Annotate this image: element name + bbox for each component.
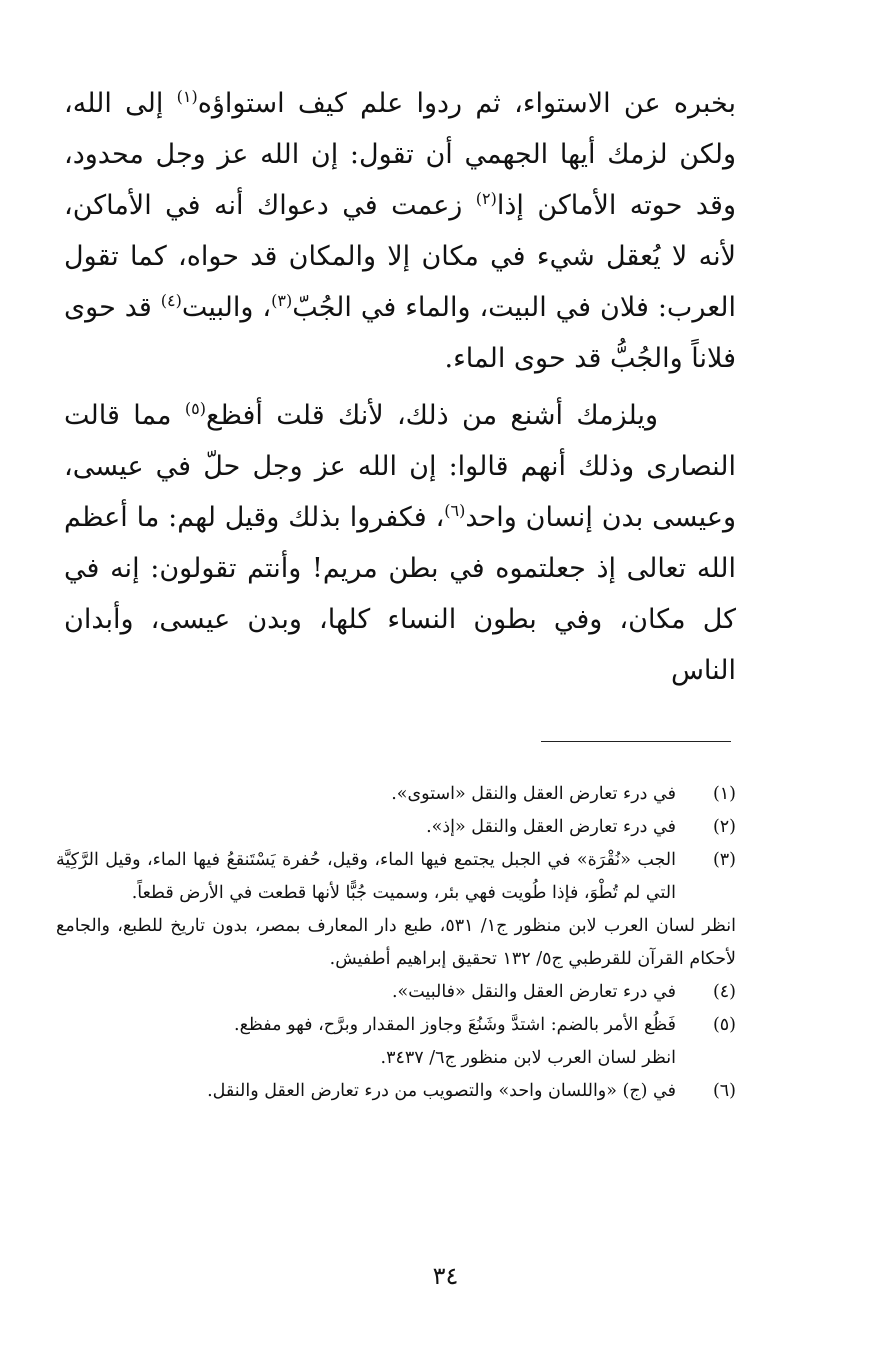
paragraph-1: [64, 78, 736, 384]
footnote-item: [56, 811, 736, 844]
footnote-ref[interactable]: (٣): [271, 291, 293, 310]
paragraph-2: [64, 390, 736, 696]
paragraph-text: بخبره عن الاستواء، ثم ردوا علم كيف استواؤه: [197, 88, 736, 119]
paragraph-text: مما قالت النصارى وذلك أنهم قالوا: إن الله عز وجل حلّ في عيسى، وعيسى بدن إنسان واحد: [64, 400, 736, 533]
footnote-text: الجب «نُقْرَة» في الجبل يجتمع فيها الماء، وقيل، حُفرة يَسْتَنقعُ فيها الماء، وقيل الرَّكِيَّة التي لم تُطْوَ، فإذا طُويت فهي بئر، وسميت جُبًّا لأنها قطعت في الأرض قطعاً.: [56, 850, 676, 903]
footnote-number: (٣): [712, 850, 736, 870]
paragraph-text: ويلزمك أشنع من ذلك، لأنك قلت أفظع: [205, 400, 658, 431]
footnote-number: (١): [712, 784, 736, 804]
footnote-text: في درء تعارض العقل والنقل «استوى».: [391, 784, 676, 804]
footnote-separator: [541, 741, 731, 742]
footnote-text: في (ج) «واللسان واحد» والتصويب من درء تعارض العقل والنقل.: [207, 1081, 676, 1101]
footnote-ref[interactable]: (٢): [475, 189, 497, 208]
footnote-number: (٦): [712, 1081, 736, 1101]
paragraph-text: إلى الله، ولكن لزمك أيها الجهمي أن تقول: إن الله عز وجل محدود، وقد حوته الأماكن إذا: [64, 88, 736, 221]
footnote-body: [56, 844, 676, 910]
footnote-ref[interactable]: (١): [176, 87, 198, 106]
footnote-ref[interactable]: (٥): [184, 399, 206, 418]
footnote-text: في درء تعارض العقل والنقل «فالبيت».: [391, 982, 676, 1002]
footnote-body: [56, 1009, 676, 1075]
footnote-text: فَظُع الأمر بالضم: اشتدَّ وشَنُعَ وجاوز المقدار وبرَّح، فهو مفظع.: [234, 1015, 676, 1035]
main-text: [64, 78, 736, 696]
footnote-item: [56, 1075, 736, 1108]
footnote-ref[interactable]: (٦): [444, 501, 466, 520]
footnotes-section: [56, 778, 736, 1108]
footnote-number: (٥): [712, 1015, 736, 1035]
footnote-number: (٤): [712, 982, 736, 1002]
footnote-ref[interactable]: (٤): [160, 291, 182, 310]
paragraph-text: قد حوى فلاناً والجُبُّ قد حوى الماء.: [64, 292, 736, 374]
page-number: ٣٤: [432, 1262, 459, 1290]
paragraph-text: ، والبيت: [181, 292, 272, 323]
footnote-text: في درء تعارض العقل والنقل «إذ».: [426, 817, 676, 837]
footnote-source: انظر لسان العرب لابن منظور ج٦/ ٣٤٣٧.: [380, 1048, 676, 1068]
paragraph-text: زعمت في دعواك أنه في الأماكن، لأنه لا يُعقل شيء في مكان إلا والمكان قد حواه، كما تقول العرب: فلان في البيت، والماء في الجُبّ: [64, 190, 736, 323]
footnote-item: [56, 844, 736, 910]
footnote-source: انظر لسان العرب لابن منظور ج١/ ٥٣١، طبع دار المعارف بمصر، بدون تاريخ للطبع، والجامع لأحكام القرآن للقرطبي ج٥/ ١٣٢ تحقيق إبراهيم أطفيش.: [56, 916, 736, 969]
footnote-item: [56, 778, 736, 811]
footnote-item: [56, 1009, 736, 1075]
footnote-item: [56, 976, 736, 1009]
paragraph-text: ، فكفروا بذلك وقيل لهم: ما أعظم الله تعالى إذ جعلتموه في بطن مريم! وأنتم تقولون: إنه في كل مكان، وفي بطون النساء كلها، وبدن عيسى، وأبدان الناس: [64, 502, 736, 686]
footnote-number: (٢): [712, 817, 736, 837]
